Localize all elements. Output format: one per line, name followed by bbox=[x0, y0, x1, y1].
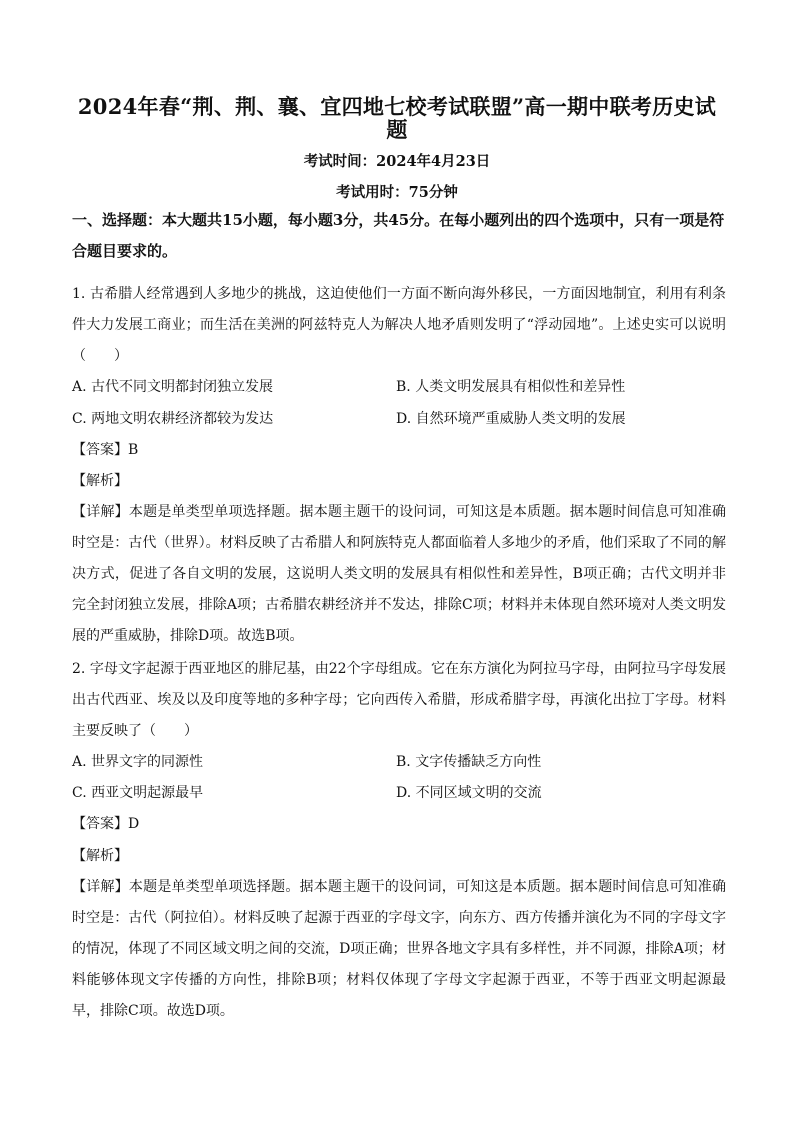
section-heading: 一、选择题：本大题共15小题，每小题3分，共45分。在每小题列出的四个选项中，只有一项是符合题目要求的。 bbox=[72, 211, 725, 260]
question-2-option-b: B. 文字传播缺乏方向性 bbox=[396, 754, 542, 770]
exam-date: 考试时间：2024年4月23日 bbox=[303, 153, 491, 170]
question-1-option-b: B. 人类文明发展具有相似性和差异性 bbox=[396, 379, 626, 395]
question-1-stem: 1. 古希腊人经常遇到人多地少的挑战，这迫使他们一方面不断向海外移民，一方面因地制宜，利用有利条件大力发展工商业；而生活在美洲的阿兹特克人为解决人地矛盾则发明了“浮动园地”。上述史实可以说明（ ） bbox=[72, 286, 726, 364]
exam-title-line1: 2024年春“荆、荆、襄、宜四地七校考试联盟”高一期中联考历史试 bbox=[77, 94, 717, 119]
question-2-option-d: D. 不同区域文明的交流 bbox=[396, 785, 542, 801]
question-2-option-a: A. 世界文字的同源性 bbox=[72, 754, 204, 770]
question-1-option-a: A. 古代不同文明都封闭独立发展 bbox=[72, 379, 274, 395]
question-2-analysis-label: 【解析】 bbox=[72, 848, 128, 864]
question-2-option-c: C. 西亚文明起源最早 bbox=[72, 785, 204, 801]
exam-duration: 考试用时：75分钟 bbox=[336, 184, 458, 201]
question-1-detail: 【详解】本题是单类型单项选择题。据本题主题干的设问词，可知这是本质题。据本题时间信息可知准确时空是：古代（世界）。材料反映了古希腊人和阿族特克人都面临着人多地少的矛盾，他们采取了不同的解决方式，促进了各自文明的发展，这说明人类文明的发展具有相似性和差异性，B项正确；古代文明并非完全封闭独立发展，排除A项；古希腊农耕经济并不发达，排除C项；材料并未体现自然环境对人类文明发展的严重威胁，排除D项。故选B项。 bbox=[72, 504, 726, 644]
question-2-stem: 2. 字母文字起源于西亚地区的腓尼基，由22个字母组成。它在东方演化为阿拉马字母，由阿拉马字母发展出古代西亚、埃及以及印度等地的多种字母；它向西传入希腊，形成希腊字母，再演化出拉丁字母。材料主要反映了（ ） bbox=[72, 661, 726, 739]
question-1-option-d: D. 自然环境严重威胁人类文明的发展 bbox=[396, 411, 626, 427]
question-2-answer: 【答案】D bbox=[72, 816, 140, 832]
question-1-analysis-label: 【解析】 bbox=[72, 473, 128, 489]
question-2-detail: 【详解】本题是单类型单项选择题。据本题主题干的设问词，可知这是本质题。据本题时间信息可知准确时空是：古代（阿拉伯）。材料反映了起源于西亚的字母文字，向东方、西方传播并演化为不同的字母文字的情况，体现了不同区域文明之间的交流，D项正确；世界各地文字具有多样性，并不同源，排除A项；材料能够体现文字传播的方向性，排除B项；材料仅体现了字母文字起源于西亚，不等于西亚文明起源最早，排除C项。故选D项。 bbox=[72, 879, 726, 1019]
exam-title-line2: 题 bbox=[386, 117, 408, 142]
question-1-answer: 【答案】B bbox=[72, 442, 139, 458]
question-1-option-c: C. 两地文明农耕经济都较为发达 bbox=[72, 411, 274, 427]
